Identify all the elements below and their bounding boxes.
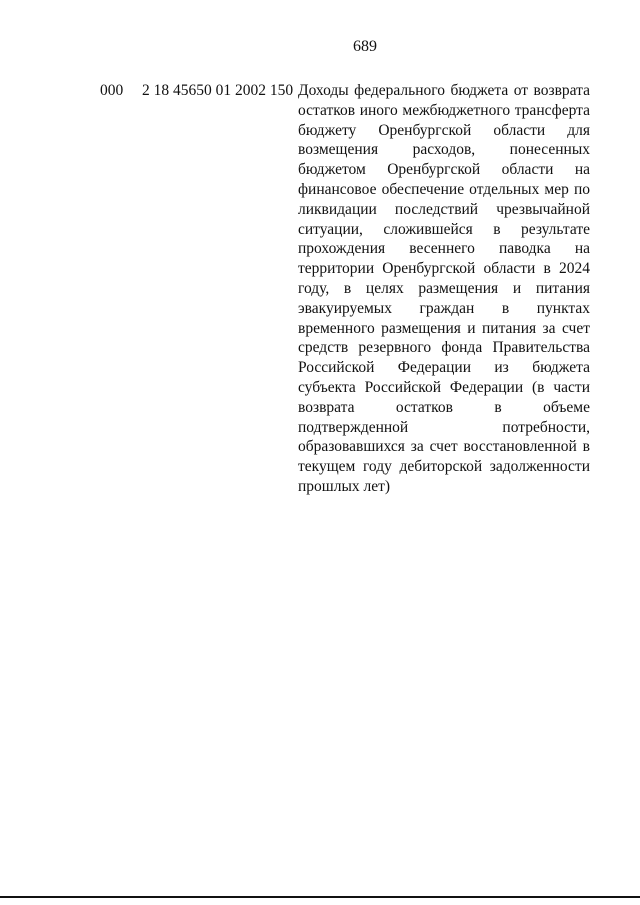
budget-classification-code: 2 18 45650 01 2002 150	[142, 82, 294, 99]
income-description: Доходы федерального бюджета от возврата остатков иного межбюджетного трансферта бюджету Оренбургской области для возмещения расходов, понесенных бюджетом Оренбургской области на финансовое обеспечение отдельных мер по ликвидации последствий чрезвычайной ситуации, сложившейся в результате прохождения весеннего паводка на территории Оренбургской области в 2024 году, в целях размещения и питания эвакуируемых граждан в пунктах временного размещения и питания за счет средств резервного фонда Правительства Российской Федерации из бюджета субъекта Российской Федерации (в части возврата остатков в объеме подтвержденной потребности, образовавшихся за счет восстановленной в текущем году дебиторской задолженности прошлых лет)	[298, 82, 590, 495]
page-bottom-divider	[0, 896, 640, 898]
table-row	[100, 81, 590, 501]
administrator-code: 000	[100, 82, 124, 99]
page-number: 689	[353, 38, 377, 55]
